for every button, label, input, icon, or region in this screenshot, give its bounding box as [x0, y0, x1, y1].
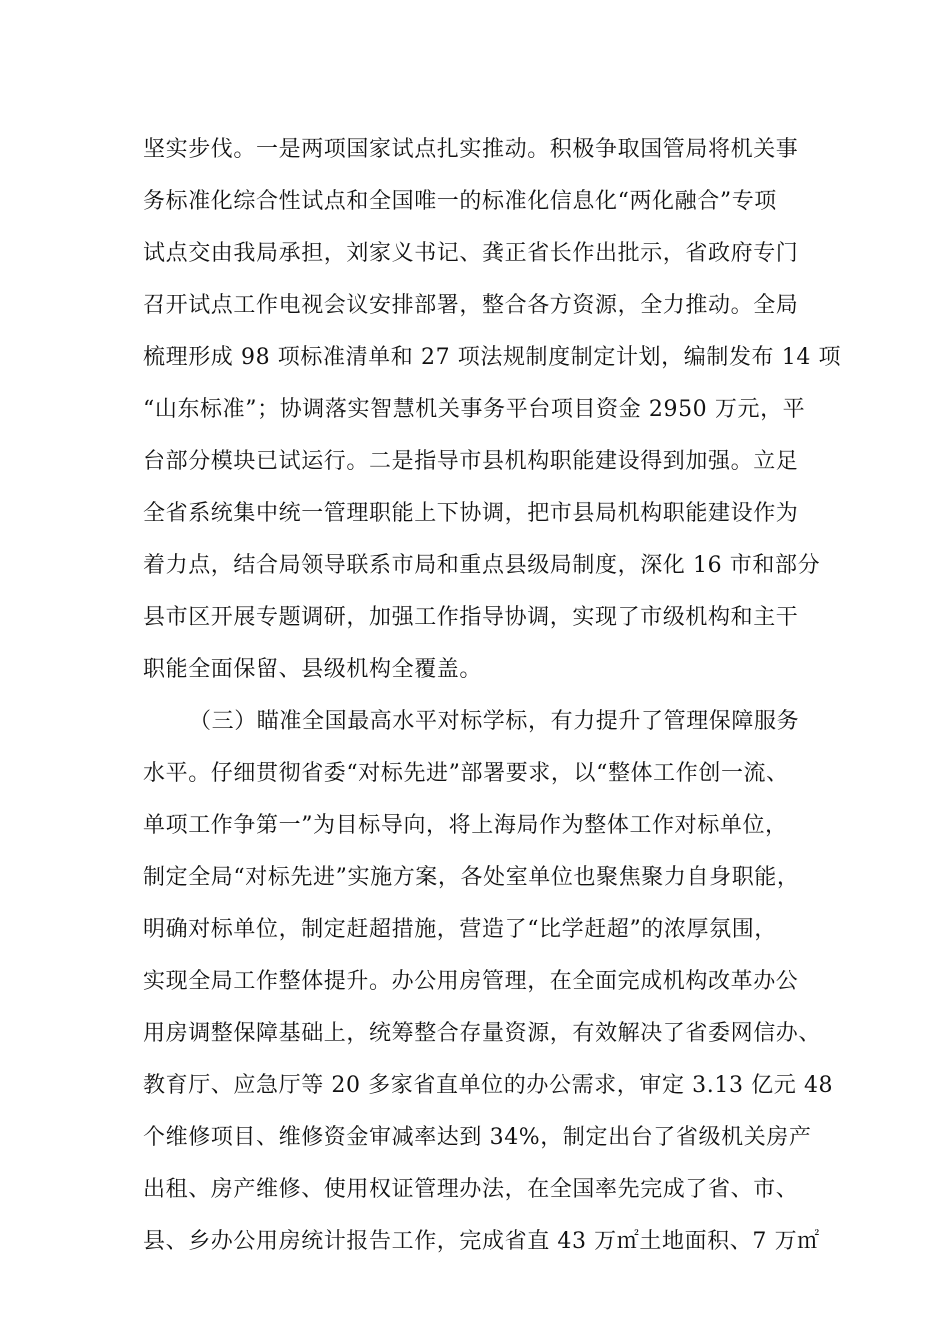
body-text-line: 职能全面保留、县级机构全覆盖。	[143, 657, 483, 682]
body-text-line: 单项工作争第一”为目标导向，将上海局作为整体工作对标单位，	[143, 813, 788, 838]
body-text-line: 教育厅、应急厅等 20 多家省直单位的办公需求，审定 3.13 亿元 48	[143, 1073, 834, 1098]
body-text-line: 出租、房产维修、使用权证管理办法，在全国率先完成了省、市、	[143, 1177, 799, 1202]
body-text-line: 明确对标单位，制定赶超措施，营造了“比学赶超”的浓厚氛围，	[143, 917, 777, 942]
body-text-line: 务标准化综合性试点和全国唯一的标准化信息化“两化融合”专项	[143, 189, 777, 214]
body-text-line: 全省系统集中统一管理职能上下协调，把市县局机构职能建设作为	[143, 501, 799, 526]
body-text-line: 梳理形成 98 项标准清单和 27 项法规制度制定计划，编制发布 14 项	[143, 345, 842, 370]
body-text-line: 个维修项目、维修资金审减率达到 34%，制定出台了省级机关房产	[143, 1125, 812, 1150]
section-heading-line: （三）瞄准全国最高水平对标学标，有力提升了管理保障服务	[189, 709, 800, 734]
body-text-line: 台部分模块已试运行。二是指导市县机构职能建设得到加强。立足	[143, 449, 799, 474]
body-text-line: 用房调整保障基础上，统筹整合存量资源，有效解决了省委网信办、	[143, 1021, 822, 1046]
body-text-line: 实现全局工作整体提升。办公用房管理，在全面完成机构改革办公	[143, 969, 799, 994]
body-text-line: 制定全局“对标先进”实施方案，各处室单位也聚焦聚力自身职能，	[143, 865, 800, 890]
body-text-line: “山东标准”；协调落实智慧机关事务平台项目资金 2950 万元，平	[143, 397, 806, 422]
body-text-line: 召开试点工作电视会议安排部署，整合各方资源，全力推动。全局	[143, 293, 799, 318]
body-text-line: 县市区开展专题调研，加强工作指导协调，实现了市级机构和主干	[143, 605, 799, 630]
body-text-line: 试点交由我局承担，刘家义书记、龚正省长作出批示，省政府专门	[143, 241, 799, 266]
body-text-line: 着力点，结合局领导联系市局和重点县级局制度，深化 16 市和部分	[143, 553, 821, 578]
body-text-line: 水平。仔细贯彻省委“对标先进”部署要求，以“整体工作创一流、	[143, 761, 789, 786]
body-text-line: 坚实步伐。一是两项国家试点扎实推动。积极争取国管局将机关事	[143, 137, 799, 162]
body-text-line: 县、乡办公用房统计报告工作，完成省直 43 万㎡土地面积、7 万㎡	[143, 1229, 820, 1254]
